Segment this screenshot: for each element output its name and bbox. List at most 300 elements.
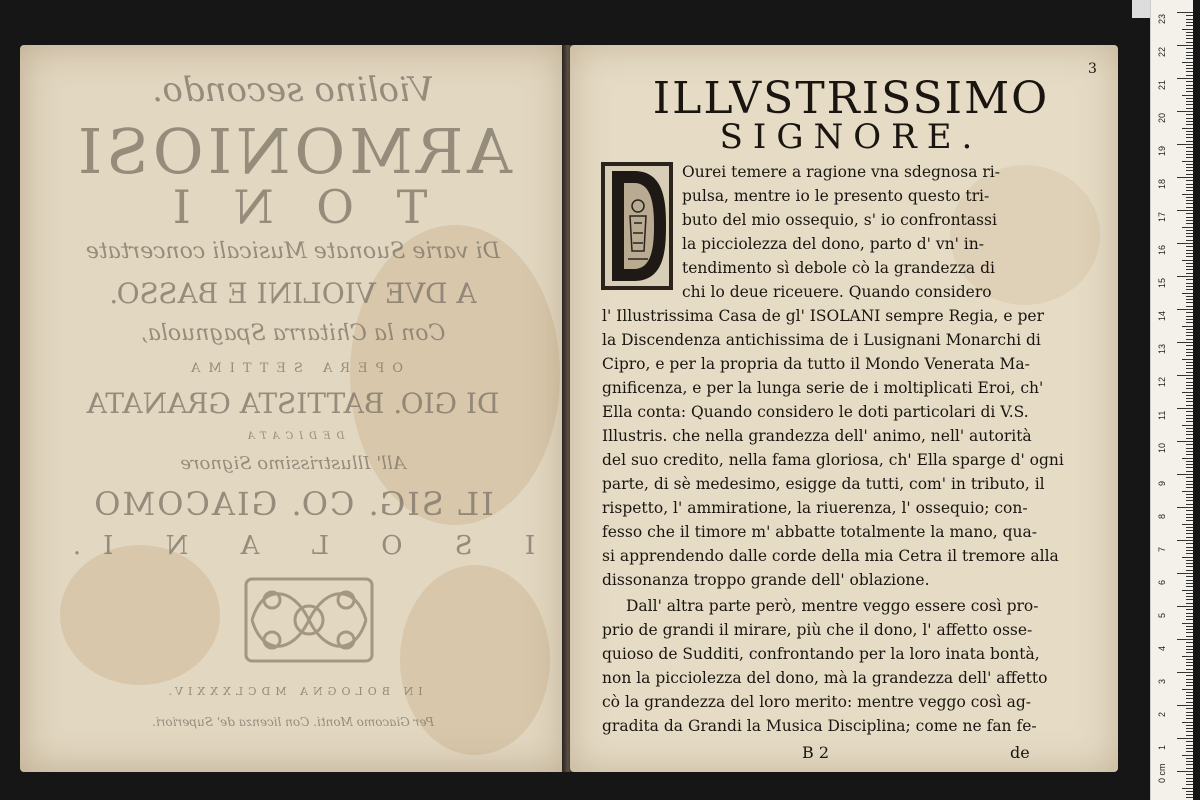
- ruler-tick: [1182, 524, 1193, 525]
- ruler-tick: [1186, 68, 1193, 69]
- ruler-tick: [1186, 296, 1193, 297]
- text-line: pulsa, mentre io le presento questo tri-: [682, 187, 990, 205]
- ruler-tick: [1177, 78, 1193, 79]
- ruler-tick: [1186, 553, 1193, 554]
- bleed-line: DI GIO. BATTISTA GRANATA: [86, 387, 500, 420]
- ruler-tick: [1186, 385, 1193, 386]
- ruler-tick: [1177, 276, 1193, 277]
- ruler-tick: [1186, 273, 1193, 274]
- ruler-tick: [1186, 167, 1193, 168]
- ruler-tick: [1186, 728, 1193, 729]
- ruler-tick: [1182, 29, 1193, 30]
- decorated-initial-icon: [600, 161, 674, 291]
- text-line: si apprendendo dalle corde della mia Cetra il tremore alla: [602, 547, 1059, 565]
- text-line: dissonanza troppo grande dell' oblazione.: [602, 571, 930, 589]
- ruler-tick: [1186, 378, 1193, 379]
- ruler-tick: [1186, 547, 1193, 548]
- ruler-tick: [1186, 203, 1193, 204]
- ruler-tick: [1182, 293, 1193, 294]
- ruler-tick: [1186, 269, 1193, 270]
- ruler-tick: [1186, 751, 1193, 752]
- ruler-tick: [1186, 124, 1193, 125]
- ruler-tick: [1186, 164, 1193, 165]
- text-line: cò la grandezza del loro merito: mentre veggo così ag-: [602, 693, 1031, 711]
- ruler-tick: [1186, 702, 1193, 703]
- ruler-tick: [1186, 675, 1193, 676]
- text-line: Ella conta: Quando considero le doti particolari di V.S.: [602, 403, 1029, 421]
- ruler-tick: [1186, 517, 1193, 518]
- ruler-tick: [1186, 646, 1193, 647]
- ruler-number: 18: [1157, 178, 1167, 189]
- ruler-tick: [1186, 174, 1193, 175]
- ruler-tick: [1186, 718, 1193, 719]
- text-line: parte, di sè medesimo, esigge da tutti, com' in tributo, il: [602, 475, 1045, 493]
- ruler-tick: [1177, 507, 1193, 508]
- bleed-line: ARMONIOSI: [73, 115, 513, 188]
- ruler-number: 1: [1157, 744, 1167, 750]
- ruler-tick: [1182, 755, 1193, 756]
- ruler-tick: [1182, 722, 1193, 723]
- ruler-tick: [1182, 227, 1193, 228]
- ruler-number: 6: [1157, 579, 1167, 585]
- ruler-tick: [1186, 629, 1193, 630]
- ruler-tick: [1186, 520, 1193, 521]
- ruler-tick: [1186, 101, 1193, 102]
- ruler-tick: [1186, 372, 1193, 373]
- ruler-number: 3: [1157, 678, 1167, 684]
- ruler-tick: [1186, 665, 1193, 666]
- ruler-tick: [1186, 141, 1193, 142]
- ruler-tick: [1186, 180, 1193, 181]
- ruler-tick: [1186, 748, 1193, 749]
- ruler-tick: [1186, 15, 1193, 16]
- ruler-tick: [1177, 243, 1193, 244]
- ruler-tick: [1186, 421, 1193, 422]
- ruler-tick: [1186, 71, 1193, 72]
- ruler-tick: [1186, 197, 1193, 198]
- bleed-line: I S O L A N I.: [50, 531, 536, 561]
- ruler-tick: [1186, 735, 1193, 736]
- ruler-tick: [1186, 464, 1193, 465]
- ruler-tick: [1182, 62, 1193, 63]
- ruler-tick: [1177, 210, 1193, 211]
- ruler-tick: [1186, 467, 1193, 468]
- ruler-number: 4: [1157, 645, 1167, 651]
- ruler-tick: [1186, 184, 1193, 185]
- signature-mark: B 2: [802, 743, 830, 762]
- ruler-tick: [1186, 768, 1193, 769]
- ruler-number: 0 cm: [1157, 763, 1167, 783]
- ruler-number: 7: [1157, 546, 1167, 552]
- ruler-tick: [1186, 22, 1193, 23]
- ruler-tick: [1186, 322, 1193, 323]
- ruler-tick: [1186, 642, 1193, 643]
- ruler-tick: [1186, 725, 1193, 726]
- text-line: chi lo deue riceuere. Quando considero: [682, 283, 992, 301]
- ruler-tick: [1186, 157, 1193, 158]
- ruler-tick: [1186, 154, 1193, 155]
- ruler-tick: [1186, 398, 1193, 399]
- ruler-tick: [1186, 494, 1193, 495]
- ruler-tick: [1182, 458, 1193, 459]
- measurement-ruler: [1150, 0, 1193, 800]
- ruler-tick: [1186, 319, 1193, 320]
- ruler-tick: [1186, 349, 1193, 350]
- dedication-heading: ILLVSTRISSIMO: [652, 73, 1050, 124]
- right-page: [570, 45, 1118, 772]
- ruler-number: 5: [1157, 612, 1167, 618]
- ruler-tick: [1182, 425, 1193, 426]
- ruler-number: 19: [1157, 145, 1167, 156]
- text-line: l' Illustrissima Casa de gl' ISOLANI sempre Regia, e per: [602, 307, 1044, 325]
- ruler-tick: [1186, 332, 1193, 333]
- ruler-tick: [1186, 65, 1193, 66]
- ruler-tick: [1182, 95, 1193, 96]
- ruler-number: 11: [1157, 410, 1167, 420]
- ruler-tick: [1186, 504, 1193, 505]
- ruler-tick: [1186, 88, 1193, 89]
- ruler-tick: [1186, 781, 1193, 782]
- ruler-tick: [1186, 613, 1193, 614]
- ruler-number: 16: [1157, 244, 1167, 255]
- ruler-tick: [1186, 213, 1193, 214]
- bleed-line: IN BOLOGNA MDCLXXXIV.: [163, 685, 423, 698]
- ruler-tick: [1186, 283, 1193, 284]
- ruler-tick: [1186, 533, 1193, 534]
- ruler-tick: [1186, 75, 1193, 76]
- ruler-tick: [1186, 791, 1193, 792]
- ruler-tick: [1186, 500, 1193, 501]
- text-line: gnificenza, e per la lunga serie de i moltiplicati Eroi, ch': [602, 379, 1044, 397]
- ruler-tick: [1186, 187, 1193, 188]
- ruler-tick: [1186, 151, 1193, 152]
- ruler-tick: [1186, 580, 1193, 581]
- bleed-line: Con la Chitarra Spagnuola,: [140, 321, 446, 346]
- ruler-tick: [1186, 401, 1193, 402]
- ruler-tick: [1177, 573, 1193, 574]
- text-line: non la picciolezza del dono, mà la grandezza dell' affetto: [602, 669, 1048, 687]
- ruler-tick: [1186, 418, 1193, 419]
- ruler-number: 23: [1157, 13, 1167, 24]
- ruler-tick: [1186, 576, 1193, 577]
- ruler-tick: [1186, 266, 1193, 267]
- ruler-tick: [1186, 685, 1193, 686]
- ruler-tick: [1186, 289, 1193, 290]
- ruler-number: 10: [1157, 442, 1167, 453]
- text-line: gradita da Grandi la Musica Disciplina; come ne fan fe-: [602, 717, 1037, 735]
- ruler-tick: [1186, 698, 1193, 699]
- ruler-tick: [1177, 639, 1193, 640]
- ruler-tick: [1186, 48, 1193, 49]
- ruler-tick: [1186, 362, 1193, 363]
- ruler-tick: [1182, 359, 1193, 360]
- ruler-tick: [1186, 81, 1193, 82]
- ruler-tick: [1186, 263, 1193, 264]
- ruler-number: 13: [1157, 343, 1167, 354]
- ruler-tick: [1186, 246, 1193, 247]
- catchword: de: [1010, 743, 1030, 762]
- ruler-tick: [1186, 223, 1193, 224]
- ruler-tick: [1177, 12, 1193, 13]
- ruler-tick: [1186, 487, 1193, 488]
- text-line: la picciolezza del dono, parto d' vn' in-: [682, 235, 984, 253]
- ruler-number: 2: [1157, 711, 1167, 717]
- ruler-tick: [1177, 441, 1193, 442]
- text-line: Dall' altra parte però, mentre veggo essere così pro-: [626, 597, 1039, 615]
- ruler-tick: [1177, 672, 1193, 673]
- ruler-tick: [1186, 365, 1193, 366]
- ruler-tick: [1186, 329, 1193, 330]
- bleed-line: T O N I: [158, 180, 428, 234]
- ruler-tick: [1186, 731, 1193, 732]
- ruler-tick: [1186, 659, 1193, 660]
- ruler-tick: [1186, 25, 1193, 26]
- ruler-tick: [1186, 299, 1193, 300]
- ruler-tick: [1182, 590, 1193, 591]
- ruler-tick: [1186, 438, 1193, 439]
- text-line: Ourei temere a ragione vna sdegnosa ri-: [682, 163, 1000, 181]
- ruler-tick: [1186, 481, 1193, 482]
- ruler-tick: [1186, 253, 1193, 254]
- ruler-number: 8: [1157, 513, 1167, 519]
- ruler-tick: [1186, 758, 1193, 759]
- text-line: Illustris. che nella grandezza dell' animo, nell' autorità: [602, 427, 1032, 445]
- ruler-tick: [1186, 352, 1193, 353]
- ruler-tick: [1186, 431, 1193, 432]
- ruler-tick: [1186, 190, 1193, 191]
- ruler-tick: [1186, 679, 1193, 680]
- ruler-tick: [1186, 583, 1193, 584]
- ruler-tick: [1186, 477, 1193, 478]
- ruler-tick: [1186, 599, 1193, 600]
- ruler-tick: [1186, 279, 1193, 280]
- ruler-tick: [1177, 309, 1193, 310]
- text-line: fesso che il timore m' abbatte totalmente la mano, qua-: [602, 523, 1037, 541]
- ruler-tick: [1186, 715, 1193, 716]
- ruler-number: 22: [1157, 46, 1167, 57]
- ruler-tick: [1186, 250, 1193, 251]
- ruler-tick: [1186, 692, 1193, 693]
- ruler-tick: [1186, 147, 1193, 148]
- ruler-tick: [1177, 177, 1193, 178]
- ruler-tick: [1177, 408, 1193, 409]
- ruler-tick: [1186, 220, 1193, 221]
- ruler-tick: [1186, 118, 1193, 119]
- text-line: Cipro, e per la propria da tutto il Mondo Venerata Ma-: [602, 355, 1030, 373]
- ruler-tick: [1186, 415, 1193, 416]
- ruler-tick: [1186, 741, 1193, 742]
- ruler-tick: [1186, 662, 1193, 663]
- ruler-tick: [1177, 606, 1193, 607]
- ruler-tick: [1177, 375, 1193, 376]
- ruler-tick: [1186, 52, 1193, 53]
- ruler-tick: [1186, 55, 1193, 56]
- ruler-tick: [1186, 797, 1193, 798]
- left-page: [20, 45, 566, 772]
- ruler-tick: [1186, 530, 1193, 531]
- ruler-tick: [1186, 444, 1193, 445]
- bleed-line: Di varie Suonate Musicali concertate: [85, 239, 501, 264]
- ruler-tick: [1186, 448, 1193, 449]
- ruler-tick: [1177, 705, 1193, 706]
- ruler-tick: [1186, 339, 1193, 340]
- text-line: la Discendenza antichissima de i Lusignani Monarchi di: [602, 331, 1041, 349]
- ruler-tick: [1186, 170, 1193, 171]
- ruler-tick: [1182, 326, 1193, 327]
- printers-ornament: [242, 575, 376, 665]
- ruler-tick: [1186, 42, 1193, 43]
- ruler-tick: [1186, 131, 1193, 132]
- ruler-tick: [1186, 603, 1193, 604]
- bleed-line: Violino secondo.: [152, 70, 434, 110]
- ruler-tick: [1182, 491, 1193, 492]
- ruler-number: 12: [1157, 376, 1167, 387]
- ruler-tick: [1186, 593, 1193, 594]
- text-line: rispetto, l' ammiratione, la riuerenza, l' ossequio; con-: [602, 499, 1028, 517]
- ruler-tick: [1186, 114, 1193, 115]
- ruler-tick: [1177, 738, 1193, 739]
- ruler-tick: [1186, 355, 1193, 356]
- ruler-tick: [1177, 144, 1193, 145]
- bleed-line: Per Giacomo Monti. Con licenza de' Superiori.: [152, 715, 434, 729]
- ruler-tick: [1186, 712, 1193, 713]
- ruler-tick: [1186, 461, 1193, 462]
- ruler-tick: [1186, 510, 1193, 511]
- ruler-tick: [1186, 35, 1193, 36]
- ruler-tick: [1186, 451, 1193, 452]
- ruler-tick: [1186, 619, 1193, 620]
- ruler-tick: [1186, 609, 1193, 610]
- ruler-tick: [1186, 335, 1193, 336]
- text-line: del suo credito, nella fama gloriosa, ch' Ella sparge d' ogni: [602, 451, 1064, 469]
- ruler-tick: [1186, 104, 1193, 105]
- ruler-tick: [1186, 761, 1193, 762]
- ruler-tick: [1186, 497, 1193, 498]
- ruler-number: 17: [1157, 211, 1167, 222]
- ruler-number: 20: [1157, 112, 1167, 123]
- ruler-tick: [1182, 161, 1193, 162]
- ruler-tick: [1186, 636, 1193, 637]
- ruler-number: 15: [1157, 277, 1167, 288]
- ruler-tick: [1186, 98, 1193, 99]
- ruler-tick: [1186, 58, 1193, 59]
- ruler-tick: [1186, 434, 1193, 435]
- text-line: buto del mio ossequio, s' io confrontassi: [682, 211, 997, 229]
- ruler-tick: [1186, 471, 1193, 472]
- ruler-number: 21: [1157, 79, 1167, 90]
- ruler-tick: [1186, 207, 1193, 208]
- ruler-tick: [1186, 560, 1193, 561]
- ruler-tick: [1186, 586, 1193, 587]
- ruler-tick: [1186, 405, 1193, 406]
- ruler-tick: [1186, 388, 1193, 389]
- ruler-tick: [1186, 236, 1193, 237]
- ruler-tick: [1177, 45, 1193, 46]
- bleed-line: OPERA SETTIMA: [182, 361, 404, 376]
- ruler-tick: [1186, 345, 1193, 346]
- ruler-tick: [1186, 454, 1193, 455]
- ruler-tick: [1182, 788, 1193, 789]
- ruler-tick: [1186, 774, 1193, 775]
- ruler-tick: [1186, 632, 1193, 633]
- ruler-tick: [1186, 19, 1193, 20]
- ruler-tick: [1186, 669, 1193, 670]
- ruler-tick: [1182, 689, 1193, 690]
- ruler-tick: [1186, 200, 1193, 201]
- ruler-tick: [1177, 342, 1193, 343]
- ruler-tick: [1182, 194, 1193, 195]
- ruler-tick: [1186, 382, 1193, 383]
- ruler-tick: [1186, 302, 1193, 303]
- ruler-tick: [1186, 85, 1193, 86]
- ruler-tick: [1186, 312, 1193, 313]
- ruler-tick: [1182, 392, 1193, 393]
- ruler-tick: [1186, 563, 1193, 564]
- ruler-tick: [1186, 306, 1193, 307]
- ruler-tick: [1186, 550, 1193, 551]
- ruler-tick: [1186, 764, 1193, 765]
- ruler-tick: [1186, 708, 1193, 709]
- ruler-tick: [1186, 38, 1193, 39]
- ruler-tick: [1186, 616, 1193, 617]
- ruler-tick: [1186, 217, 1193, 218]
- text-line: quioso de Sudditi, confrontando per la loro inata bontà,: [602, 645, 1040, 663]
- ruler-tick: [1186, 537, 1193, 538]
- dedication-text: [570, 45, 1118, 772]
- ruler-tick: [1186, 543, 1193, 544]
- ruler-tick: [1186, 368, 1193, 369]
- ruler-tick: [1186, 566, 1193, 567]
- ruler-tick: [1186, 230, 1193, 231]
- ruler-tick: [1186, 695, 1193, 696]
- ruler-tick: [1186, 286, 1193, 287]
- ruler-tick: [1186, 233, 1193, 234]
- ruler-tick: [1186, 240, 1193, 241]
- ruler-tick: [1186, 527, 1193, 528]
- ruler-tick: [1177, 474, 1193, 475]
- ruler-tick: [1186, 784, 1193, 785]
- ruler-tick: [1186, 411, 1193, 412]
- ruler-tick: [1186, 514, 1193, 515]
- bleed-line: All' Illustrissimo Signore: [180, 453, 406, 474]
- ruler-tick: [1186, 91, 1193, 92]
- ruler-tick: [1182, 557, 1193, 558]
- ruler-tick: [1186, 596, 1193, 597]
- ruler-tick: [1186, 484, 1193, 485]
- ruler-tick: [1186, 395, 1193, 396]
- ruler-tick: [1186, 682, 1193, 683]
- bleed-line: A DVE VIOLINI E BASSO.: [109, 277, 477, 310]
- ruler-tick: [1186, 570, 1193, 571]
- ruler-tick: [1186, 649, 1193, 650]
- ruler-tick: [1186, 137, 1193, 138]
- bleed-line: DEDICATA: [241, 431, 345, 442]
- ruler-tick: [1186, 778, 1193, 779]
- ruler-tick: [1186, 626, 1193, 627]
- ruler-tick: [1182, 128, 1193, 129]
- dedication-subheading: SIGNORE.: [719, 117, 983, 157]
- ruler-tick: [1186, 108, 1193, 109]
- color-reference: [1132, 0, 1150, 18]
- ruler-tick: [1177, 540, 1193, 541]
- ruler-number: 14: [1157, 310, 1167, 321]
- text-line: tendimento sì debole cò la grandezza di: [682, 259, 995, 277]
- ruler-tick: [1182, 656, 1193, 657]
- bleed-line: IL SIG. CO. GIACOMO: [92, 485, 494, 523]
- ruler-tick: [1182, 623, 1193, 624]
- ruler-tick: [1186, 745, 1193, 746]
- ruler-tick: [1186, 134, 1193, 135]
